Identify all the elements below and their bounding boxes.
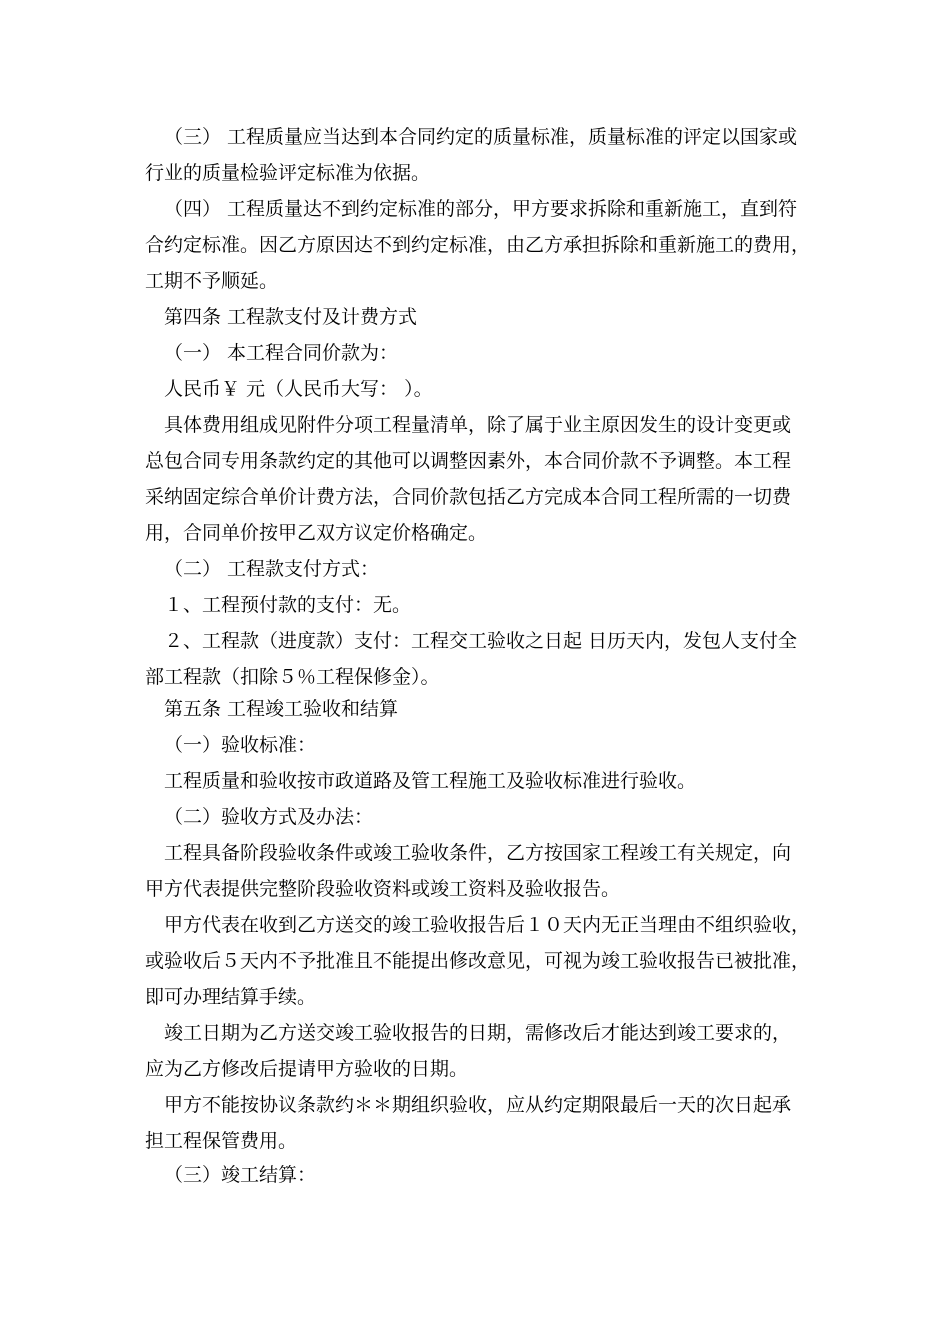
- text-line: 工期不予顺延。: [145, 270, 279, 292]
- text-line: 用，合同单价按甲乙双方议定价格确定。: [145, 522, 488, 544]
- text-line: １、工程预付款的支付：无。: [164, 594, 412, 616]
- text-line: 或验收后５天内不予批准且不能提出修改意见，可视为竣工验收报告已被批准，: [145, 950, 811, 972]
- text-line: 即可办理结算手续。: [145, 986, 317, 1008]
- text-line: ２、工程款（进度款）支付：工程交工验收之日起 日历天内，发包人支付全: [164, 630, 798, 652]
- text-line: 工程质量和验收按市政道路及管工程施工及验收标准进行验收。: [164, 770, 697, 792]
- text-line: （一）验收标准：: [164, 734, 317, 756]
- text-line: 工程具备阶段验收条件或竣工验收条件，乙方按国家工程竣工有关规定，向: [164, 842, 792, 864]
- text-line: 采纳固定综合单价计费方法，合同价款包括乙方完成本合同工程所需的一切费: [145, 486, 792, 508]
- section-heading: 第五条 工程竣工验收和结算: [164, 698, 399, 720]
- text-line: 应为乙方修改后提请甲方验收的日期。: [145, 1058, 469, 1080]
- text-line: （三）竣工结算：: [164, 1164, 317, 1186]
- section-heading: 第四条 工程款支付及计费方式: [164, 306, 418, 328]
- text-line: 甲方代表在收到乙方送交的竣工验收报告后１０天内无正当理由不组织验收，: [164, 914, 811, 936]
- text-line: 竣工日期为乙方送交竣工验收报告的日期，需修改后才能达到竣工要求的，: [164, 1022, 792, 1044]
- text-line: （一） 本工程合同价款为：: [164, 342, 399, 364]
- text-line: （三） 工程质量应当达到本合同约定的质量标准，质量标准的评定以国家或: [164, 126, 798, 148]
- text-line: 人民币￥ 元（人民币大写： ）。: [164, 378, 433, 400]
- text-line: 甲方代表提供完整阶段验收资料或竣工资料及验收报告。: [145, 878, 621, 900]
- text-line: 担工程保管费用。: [145, 1130, 298, 1152]
- text-line: （二） 工程款支付方式：: [164, 558, 380, 580]
- text-line: 总包合同专用条款约定的其他可以调整因素外，本合同价款不予调整。本工程: [145, 450, 792, 472]
- text-line: 具体费用组成见附件分项工程量清单，除了属于业主原因发生的设计变更或: [164, 414, 792, 436]
- text-line: 合约定标准。因乙方原因达不到约定标准，由乙方承担拆除和重新施工的费用，: [145, 234, 811, 256]
- text-line: 甲方不能按协议条款约＊＊期组织验收，应从约定期限最后一天的次日起承: [164, 1094, 792, 1116]
- text-line: 部工程款（扣除５％工程保修金）。: [145, 666, 440, 688]
- text-line: （四） 工程质量达不到约定标准的部分，甲方要求拆除和重新施工，直到符: [164, 198, 798, 220]
- text-line: 行业的质量检验评定标准为依据。: [145, 162, 431, 184]
- text-line: （二）验收方式及办法：: [164, 806, 374, 828]
